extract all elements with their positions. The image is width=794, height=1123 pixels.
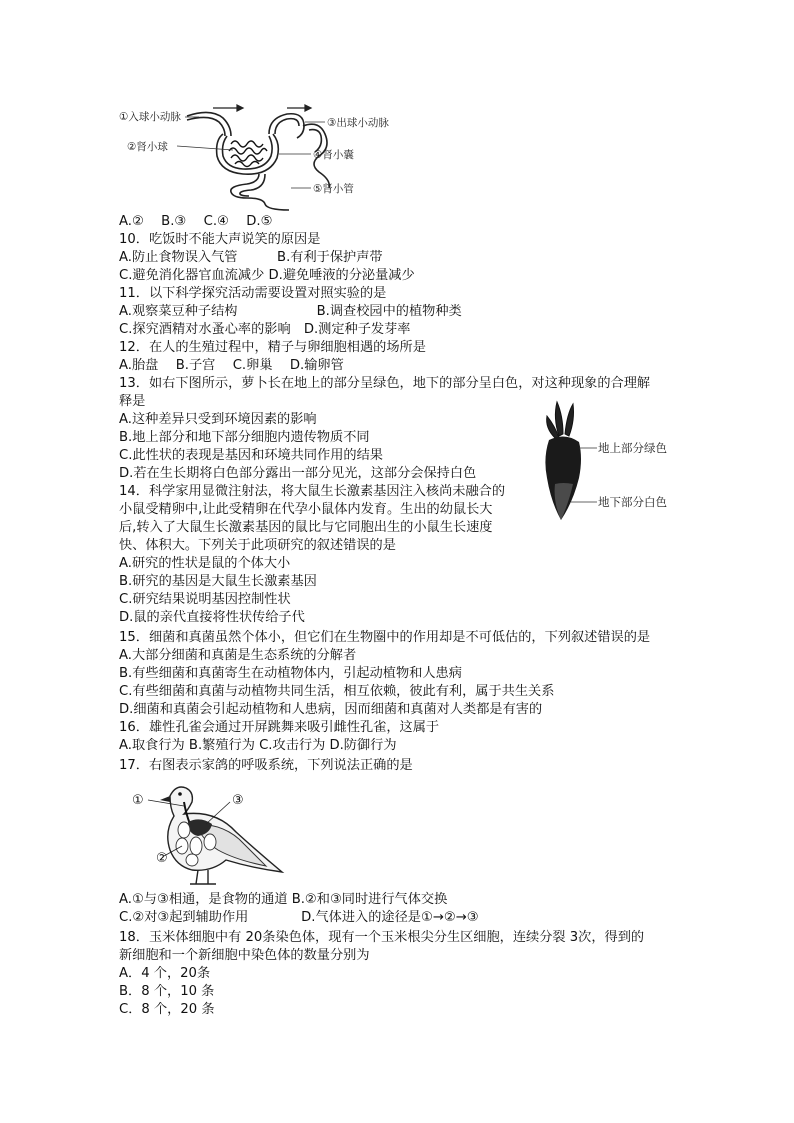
q16-options: A.取食行为 B.繁殖行为 C.攻击行为 D.防御行为 [119, 738, 397, 753]
q16-stem: 16．雄性孔雀会通过开屏跳舞来吸引雌性孔雀，这属于 [119, 720, 440, 735]
q13-option-c: C.此性状的表现是基因和环境共同作用的结果 [119, 448, 383, 463]
q14-stem-1: 14．科学家用显微注射法，将大鼠生长激素基因注入核尚未融合的 [119, 484, 506, 499]
label-below-ground-white: 地下部分白色 [598, 495, 667, 509]
q14-option-b: B.研究的基因是大鼠生长激素基因 [119, 574, 317, 589]
q11-stem: 11．以下科学探究活动需要设置对照实验的是 [119, 286, 387, 301]
q14-stem-2: 小鼠受精卵中,让此受精卵在代孕小鼠体内发育。生出的幼鼠长大 [119, 502, 493, 517]
q18-option-a: A．4 个，20条 [119, 966, 211, 981]
q15-stem: 15．细菌和真菌虽然个体小，但它们在生物圈中的作用却是不可低估的，下列叙述错误的是 [119, 630, 651, 645]
q18-option-b: B．8 个，10 条 [119, 984, 215, 999]
q15-option-c: C.有些细菌和真菌与动植物共同生活，相互依赖，彼此有利，属于共生关系 [119, 684, 555, 699]
q13-stem-2: 释是 [119, 394, 146, 409]
radish-figure [535, 398, 685, 523]
q18-stem-1: 18．玉米体细胞中有 20条染色体，现有一个玉米根尖分生区细胞，连续分裂 3次，得到的 [119, 930, 645, 945]
label-above-ground-green: 地上部分绿色 [598, 441, 667, 455]
q17-stem: 17．右图表示家鸽的呼吸系统，下列说法正确的是 [119, 758, 413, 773]
q13-option-a: A.这种差异只受到环境因素的影响 [119, 412, 317, 427]
label-1: ① [132, 793, 144, 808]
label-efferent: ③出球小动脉 [327, 117, 389, 129]
q13-option-d: D.若在生长期将白色部分露出一部分见光，这部分会保持白色 [119, 466, 477, 481]
q10-stem: 10．吃饭时不能大声说笑的原因是 [119, 232, 321, 247]
q13-stem-1: 13．如右下图所示，萝卜长在地上的部分呈绿色，地下的部分呈白色，对这种现象的合理解 [119, 376, 651, 391]
q9-options: A.② B.③ C.④ D.⑤ [119, 214, 273, 229]
label-afferent: ①入球小动脉 [119, 111, 181, 123]
q14-stem-4: 快、体积大。下列关于此项研究的叙述错误的是 [119, 538, 396, 553]
q14-option-d: D.鼠的亲代直接将性状传给子代 [119, 610, 305, 625]
label-tubule: ⑤肾小管 [313, 183, 354, 195]
pigeon-respiratory-figure [126, 780, 286, 888]
q14-option-c: C.研究结果说明基因控制性状 [119, 592, 291, 607]
q18-stem-2: 新细胞和一个新细胞中染色体的数量分别为 [119, 948, 370, 963]
q18-option-c: C．8 个，20 条 [119, 1002, 215, 1017]
q12-options: A.胎盘 B.子宫 C.卵巢 D.输卵管 [119, 358, 344, 373]
q10-options-1: A.防止食物误入气管 B.有利于保护声带 [119, 250, 383, 265]
label-capsule: ④肾小囊 [313, 149, 354, 161]
q11-options-2: C.探究酒精对水蚤心率的影响 D.测定种子发芽率 [119, 322, 411, 337]
q10-options-2: C.避免消化器官血流减少 D.避免唾液的分泌量减少 [119, 268, 415, 283]
label-2: ② [156, 851, 168, 866]
q17-options-2: C.②对③起到辅助作用 D.气体进入的途径是①→②→③ [119, 910, 479, 925]
label-3: ③ [232, 793, 244, 808]
q14-stem-3: 后,转入了大鼠生长激素基因的鼠比与它同胞出生的小鼠生长速度 [119, 520, 493, 535]
q15-option-d: D.细菌和真菌会引起动植物和人患病，因而细菌和真菌对人类都是有害的 [119, 702, 543, 717]
nephron-figure [119, 104, 419, 214]
q12-stem: 12．在人的生殖过程中，精子与卵细胞相遇的场所是 [119, 340, 426, 355]
q15-option-a: A.大部分细菌和真菌是生态系统的分解者 [119, 648, 357, 663]
q13-option-b: B.地上部分和地下部分细胞内遗传物质不同 [119, 430, 370, 445]
label-glomerulus: ②肾小球 [127, 141, 168, 153]
q14-option-a: A.研究的性状是鼠的个体大小 [119, 556, 291, 571]
q17-options-1: A.①与③相通，是食物的通道 B.②和③同时进行气体交换 [119, 892, 448, 907]
q15-option-b: B.有些细菌和真菌寄生在动植物体内，引起动植物和人患病 [119, 666, 462, 681]
q11-options-1: A.观察菜豆种子结构 B.调查校园中的植物种类 [119, 304, 462, 319]
